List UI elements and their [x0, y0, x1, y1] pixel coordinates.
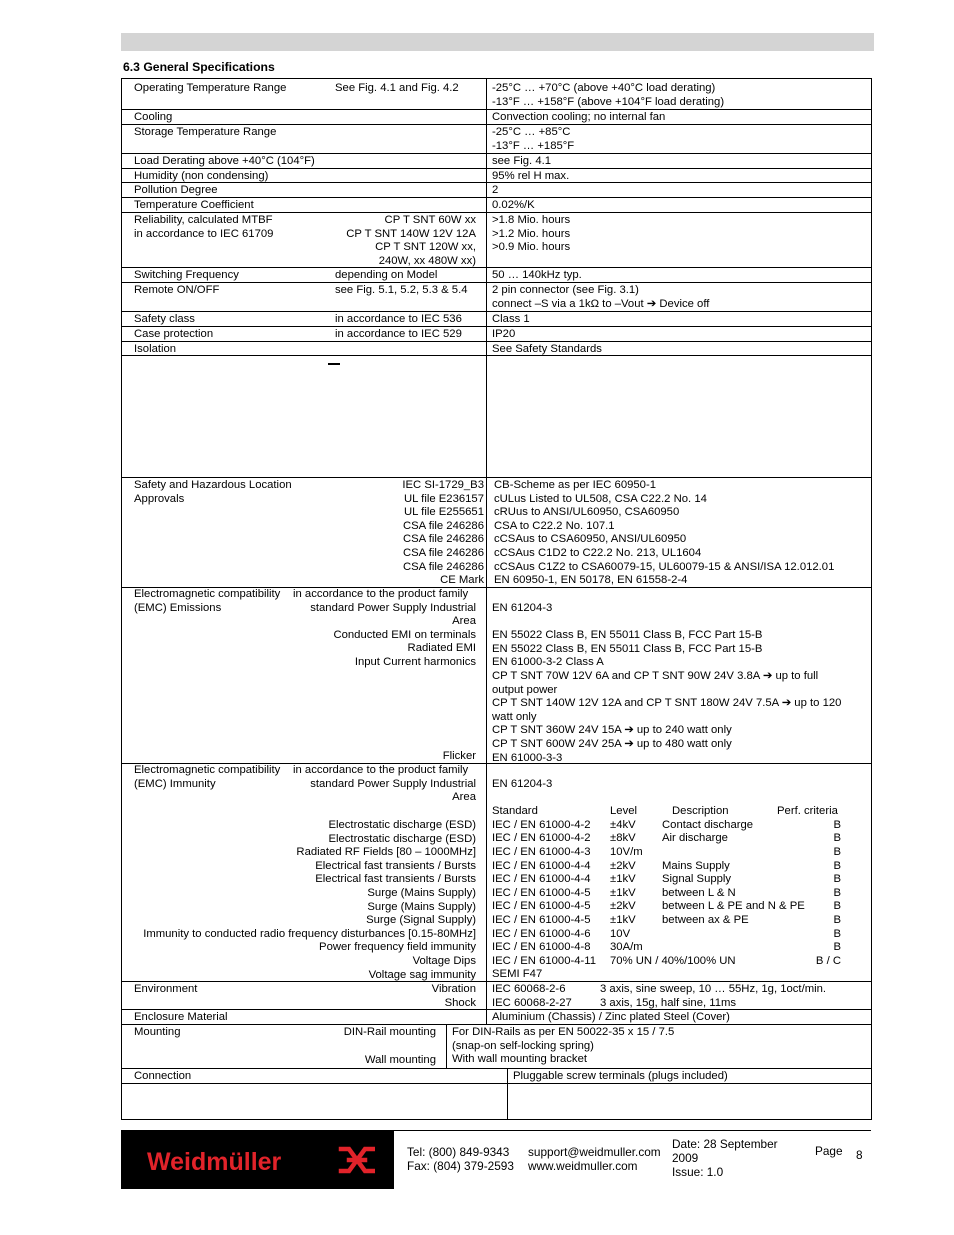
section-title: 6.3 General Specifications — [123, 60, 275, 74]
row-humidity — [122, 168, 871, 182]
immunity-l: ±1kV — [610, 886, 636, 899]
test-name: Electrical fast transients / Bursts — [315, 873, 476, 886]
row-value: 2 pin connector (see Fig. 3.1) — [492, 284, 639, 296]
row-value: 0.02%/K — [492, 199, 535, 211]
row-value: 95% rel H max. — [492, 170, 570, 182]
dash-mark — [328, 363, 340, 365]
immunity-s: IEC / EN 61000-4-11 — [492, 954, 597, 967]
immunity-s: IEC / EN 61000-4-2 — [492, 832, 591, 845]
immunity-s: SEMI F47 — [492, 968, 543, 981]
immunity-l: ±4kV — [610, 818, 636, 831]
immunity-criteria: B — [833, 886, 841, 899]
row-value: EN 61000-3-3 — [492, 751, 563, 764]
row-label: Connection — [134, 1070, 192, 1082]
immunity-criteria: B — [833, 941, 841, 954]
row-value: EN 60950-1, EN 50178, EN 61558-2-4 — [494, 574, 688, 587]
row-value: Aluminium (Chassis) / Zinc plated Steel (Cover) — [492, 1011, 730, 1023]
immunity-criteria: B — [833, 873, 841, 886]
test-name: Vibration — [431, 983, 476, 995]
row-label: Switching Frequency — [134, 269, 239, 281]
row-remote — [122, 282, 871, 311]
immunity-l: 30A/m — [610, 941, 643, 954]
col-perf-criteria: Perf. criteria — [777, 805, 838, 818]
test-name: Voltage Dips — [412, 954, 476, 967]
immunity-s: IEC / EN 61000-4-5 — [492, 900, 591, 913]
immunity-l: 10V — [610, 927, 631, 940]
row-label: Isolation — [134, 343, 177, 355]
row-value: >0.9 Mio. hours — [492, 241, 571, 254]
row-cooling — [122, 109, 871, 124]
row-note: in accordance to IEC 529 — [335, 328, 462, 340]
immunity-row — [492, 900, 871, 914]
immunity-l: ±1kV — [610, 913, 636, 926]
approval-ref: UL file E236157 — [404, 492, 484, 505]
row-model: CP T SNT 120W xx, — [375, 241, 476, 253]
test-name: Conducted EMI on terminals — [333, 629, 476, 641]
row-blank-bottom — [122, 1083, 871, 1119]
row-label: Safety and Hazardous Location — [134, 479, 292, 491]
row-emc-immunity — [122, 763, 871, 981]
row-standard: standard Power Supply Industrial — [310, 602, 476, 614]
approval-ref: CSA file 246286 — [402, 533, 484, 546]
footer-date-year: 2009 — [672, 1151, 699, 1165]
immunity-row — [492, 819, 871, 833]
row-temp-coefficient — [122, 197, 871, 212]
immunity-row — [492, 860, 871, 874]
row-value: cULus Listed to UL508, CSA C22.2 No. 14 — [494, 492, 707, 505]
row-label: Operating Temperature Range — [134, 82, 287, 94]
row-emc-emissions — [122, 587, 871, 763]
immunity-row — [492, 832, 871, 846]
immunity-s: IEC / EN 61000-4-4 — [492, 873, 591, 886]
immunity-l: ±1kV — [610, 873, 636, 886]
test-name: Surge (Signal Supply) — [366, 914, 476, 927]
spec-table — [121, 78, 872, 1120]
approval-ref: UL file E255651 — [404, 506, 484, 519]
immunity-criteria: B — [833, 859, 841, 872]
immunity-row — [492, 887, 871, 901]
test-name: Shock — [444, 997, 476, 1009]
row-value: IEC 60068-2-27 — [492, 997, 572, 1009]
footer-fax: Fax: (804) 379-2593 — [407, 1159, 514, 1173]
col-standard: Standard — [492, 805, 538, 818]
row-value: cCSAus C1D2 to C22.2 No. 213, UL1604 — [494, 546, 702, 559]
immunity-s: IEC / EN 61000-4-5 — [492, 886, 591, 899]
immunity-criteria: B — [833, 927, 841, 940]
row-label: (EMC) Emissions — [134, 602, 222, 614]
immunity-d: between ax & PE — [662, 913, 749, 926]
row-value: -25°C … +85°C — [492, 126, 571, 138]
row-mtbf — [122, 212, 871, 267]
approval-ref: IEC SI-1729_B3 — [402, 479, 484, 491]
footer-tel: Tel: (800) 849-9343 — [407, 1145, 510, 1159]
immunity-d: between L & N — [662, 886, 736, 899]
approval-ref: CSA file 246286 — [402, 560, 484, 573]
row-label: Cooling — [134, 111, 173, 123]
row-value: EN 61204-3 — [492, 778, 553, 790]
test-name: Immunity to conducted radio frequency disturbances [0.15-80MHz] — [143, 927, 476, 940]
immunity-s: IEC / EN 61000-4-3 — [492, 845, 591, 858]
row-enclosure — [122, 1009, 871, 1024]
row-note: depending on Model — [335, 269, 438, 281]
row-blank — [122, 355, 871, 477]
row-value: CP T SNT 140W 12V 12A and CP T SNT 180W 24V 7.5A ➔ up to 120 — [492, 697, 842, 710]
row-approvals — [122, 477, 871, 587]
row-value: CP T SNT 600W 24V 25A ➔ up to 480 watt only — [492, 737, 732, 750]
immunity-row — [492, 955, 871, 969]
row-value: EN 55022 Class B, EN 55011 Class B, FCC Part 15-B — [492, 629, 763, 642]
immunity-criteria: B — [833, 913, 841, 926]
row-value: 3 axis, 15g, half sine, 11ms — [600, 997, 737, 1009]
row-value: cCSAus to CSA60950, ANSI/UL60950 — [494, 533, 687, 546]
test-name: Electrostatic discharge (ESD) — [328, 819, 476, 831]
immunity-row — [492, 873, 871, 887]
test-name: Power frequency field immunity — [319, 941, 476, 954]
immunity-criteria: B — [833, 845, 841, 858]
logo-mark-icon — [145, 1143, 375, 1177]
row-label: Mounting — [134, 1026, 181, 1038]
immunity-criteria: B — [833, 832, 841, 845]
row-value: >1.2 Mio. hours — [492, 227, 571, 240]
row-label: Case protection — [134, 328, 214, 340]
row-note: in accordance to IEC 536 — [335, 313, 462, 325]
test-name: Surge (Mains Supply) — [367, 900, 476, 913]
immunity-row — [492, 968, 871, 982]
col-description: Description — [672, 805, 729, 818]
row-value: >1.8 Mio. hours — [492, 214, 571, 226]
immunity-d: Contact discharge — [662, 818, 754, 831]
immunity-s: IEC / EN 61000-4-8 — [492, 941, 591, 954]
footer-website[interactable]: www.weidmuller.com — [528, 1159, 638, 1173]
row-value: see Fig. 4.1 — [492, 155, 552, 167]
row-value: Pluggable screw terminals (plugs included) — [513, 1070, 728, 1082]
row-value: Convection cooling; no internal fan — [492, 111, 666, 123]
test-name: Electrical fast transients / Bursts — [315, 859, 476, 872]
row-label: (EMC) Immunity — [134, 778, 216, 790]
row-label: Approvals — [134, 493, 185, 505]
row-value: See Safety Standards — [492, 343, 602, 355]
row-model: CP T SNT 60W xx — [384, 214, 476, 226]
row-label: Remote ON/OFF — [134, 284, 220, 296]
logo-wordmark: Weidmüller — [147, 1148, 282, 1176]
row-model: 240W, xx 480W xx) — [378, 255, 476, 267]
row-value: connect –S via a 1kΩ to –Vout ➔ Device off — [492, 297, 710, 310]
approval-ref: CSA file 246286 — [402, 519, 484, 532]
row-model: CP T SNT 140W 12V 12A — [346, 228, 476, 240]
row-standard: Area — [452, 615, 476, 627]
page-footer — [121, 1130, 871, 1188]
immunity-criteria: B — [833, 818, 841, 831]
row-label: Electromagnetic compatibility — [134, 588, 281, 600]
test-name: Radiated EMI — [407, 642, 476, 654]
row-load-derating — [122, 153, 871, 168]
row-label: Electromagnetic compatibility — [134, 764, 281, 776]
row-note: see Fig. 5.1, 5.2, 5.3 & 5.4 — [335, 284, 468, 296]
test-name: Input Current harmonics — [354, 656, 476, 668]
row-label: Load Derating above +40°C (104°F) — [134, 155, 315, 167]
footer-issue: Issue: 1.0 — [672, 1165, 724, 1179]
row-value: IEC 60068-2-6 — [492, 983, 566, 995]
row-case-protection — [122, 326, 871, 341]
immunity-row — [492, 928, 871, 942]
row-operating-temp — [122, 79, 871, 109]
row-environment — [122, 981, 871, 1009]
immunity-row — [492, 846, 871, 860]
row-label: Storage Temperature Range — [134, 126, 277, 138]
immunity-l: 10V/m — [610, 845, 643, 858]
footer-page-label: Page — [815, 1144, 843, 1158]
mount-type: DIN-Rail mounting — [343, 1026, 436, 1038]
row-value: CP T SNT 360W 24V 15A ➔ up to 240 watt only — [492, 724, 732, 737]
row-pollution — [122, 182, 871, 197]
row-storage-temp — [122, 124, 871, 153]
row-connection — [122, 1068, 871, 1083]
weidmuller-logo — [121, 1131, 394, 1189]
immunity-d: Air discharge — [662, 832, 728, 845]
row-value: -25°C … +70°C (above +40°C load derating) — [492, 82, 716, 94]
immunity-criteria: B — [833, 900, 841, 913]
footer-email[interactable]: support@weidmuller.com — [528, 1145, 661, 1159]
row-label: Reliability, calculated MTBF — [134, 214, 273, 226]
row-value: EN 55022 Class B, EN 55011 Class B, FCC Part 15-B — [492, 642, 763, 655]
row-standard: standard Power Supply Industrial — [310, 778, 476, 790]
immunity-criteria: B / C — [815, 954, 841, 967]
row-standard: in accordance to the product family — [293, 588, 469, 600]
immunity-d: between L & PE and N & PE — [662, 900, 805, 913]
row-standard: Area — [452, 791, 476, 803]
approval-ref: CSA file 246286 — [402, 546, 484, 559]
immunity-s: IEC / EN 61000-4-5 — [492, 913, 591, 926]
row-value: watt only — [492, 710, 537, 723]
row-safety-class — [122, 311, 871, 326]
row-value: 3 axis, sine sweep, 10 … 55Hz, 1g, 1oct/min. — [600, 983, 827, 995]
row-label: in accordance to IEC 61709 — [134, 228, 274, 240]
row-value: IP20 — [492, 328, 516, 340]
row-value: CSA to C22.2 No. 107.1 — [494, 519, 615, 532]
immunity-row — [492, 941, 871, 955]
row-value: -13°F … +158°F (above +104°F load derating) — [492, 95, 725, 108]
row-value: CB-Scheme as per IEC 60950-1 — [494, 479, 657, 491]
row-label: Enclosure Material — [134, 1011, 228, 1023]
page-number: 8 — [856, 1148, 863, 1162]
row-value: -13°F … +185°F — [492, 139, 575, 152]
test-name: Surge (Mains Supply) — [367, 886, 476, 899]
col-level: Level — [610, 805, 638, 818]
row-mounting — [122, 1024, 871, 1068]
row-note: See Fig. 4.1 and Fig. 4.2 — [335, 82, 459, 94]
test-name: Flicker — [442, 750, 476, 762]
row-value: EN 61000-3-2 Class A — [492, 656, 604, 669]
row-switching — [122, 267, 871, 282]
row-value: 2 — [492, 184, 499, 196]
row-value: EN 61204-3 — [492, 602, 553, 614]
approval-ref: CE Mark — [440, 574, 484, 587]
immunity-l: ±8kV — [610, 832, 636, 845]
test-name: Radiated RF Fields [80 – 1000MHz] — [296, 846, 476, 859]
row-value: Class 1 — [492, 313, 530, 325]
immunity-row — [492, 914, 871, 928]
test-name: Electrostatic discharge (ESD) — [328, 832, 476, 845]
row-standard: in accordance to the product family — [293, 764, 469, 776]
row-label: Humidity (non condensing) — [134, 170, 269, 182]
row-value: output power — [492, 683, 558, 696]
immunity-s: IEC / EN 61000-4-4 — [492, 859, 591, 872]
row-value: CP T SNT 70W 12V 6A and CP T SNT 90W 24V 3.8A ➔ up to full — [492, 669, 819, 682]
header-bar — [121, 33, 874, 51]
immunity-d: Mains Supply — [662, 859, 730, 872]
row-label: Safety class — [134, 313, 195, 325]
immunity-s: IEC / EN 61000-4-2 — [492, 818, 591, 831]
mount-type: Wall mounting — [364, 1054, 436, 1066]
immunity-d: Signal Supply — [662, 873, 732, 886]
row-label: Environment — [134, 983, 198, 995]
row-label: Pollution Degree — [134, 184, 218, 196]
row-value: (snap-on self-locking spring) — [452, 1039, 594, 1052]
row-isolation — [122, 341, 871, 355]
row-value: 50 … 140kHz typ. — [492, 269, 582, 281]
footer-date: Date: 28 September — [672, 1137, 778, 1151]
row-value: With wall mounting bracket — [452, 1053, 587, 1066]
immunity-l: 70% UN / 40%/100% UN — [610, 954, 736, 967]
immunity-s: IEC / EN 61000-4-6 — [492, 927, 591, 940]
row-value: cCSAus C1Z2 to CSA60079-15, UL60079-15 & ANSI/ISA 12.012.01 — [494, 560, 835, 573]
row-value: For DIN-Rails as per EN 50022-35 x 15 / 7.5 — [452, 1026, 675, 1038]
row-label: Temperature Coefficient — [134, 199, 254, 211]
row-value: cRUus to ANSI/UL60950, CSA60950 — [494, 506, 680, 519]
immunity-l: ±2kV — [610, 859, 636, 872]
test-name: Voltage sag immunity — [368, 968, 476, 981]
immunity-l: ±2kV — [610, 900, 636, 913]
